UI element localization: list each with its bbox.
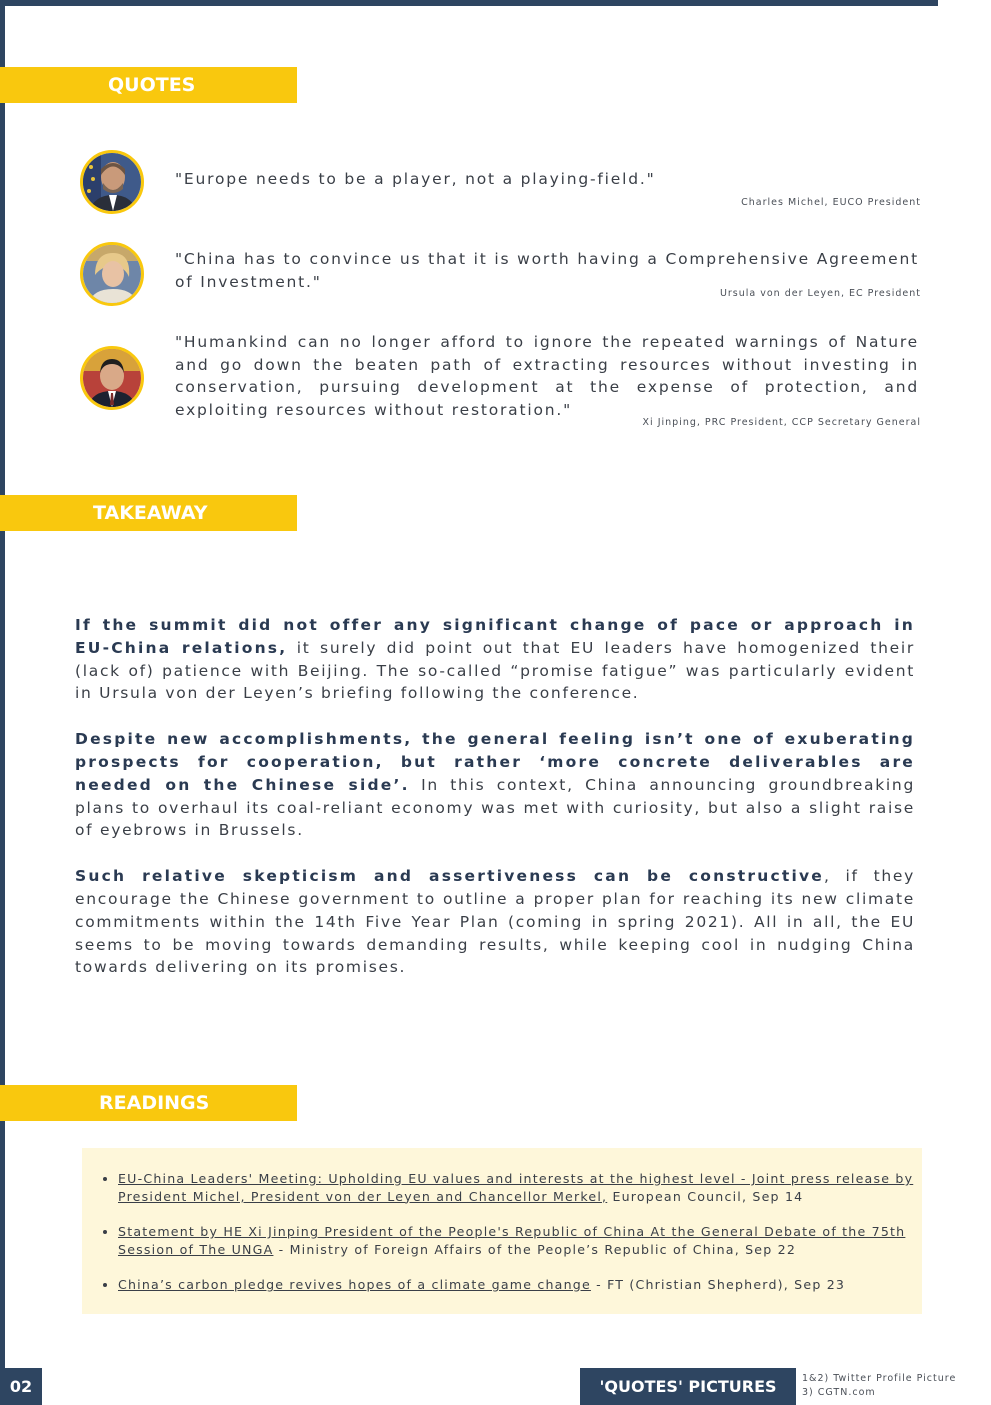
left-border — [0, 0, 5, 1405]
takeaway-lead: Despite new accomplishments, the general feeling isn’t one of exuberating prospects for cooperation, but rather ‘more concrete deliverables are needed on the Chinese side’. — [75, 730, 915, 794]
quote-attribution: Xi Jinping, PRC President, CCP Secretary General — [642, 417, 921, 428]
section-header-readings — [0, 1085, 297, 1121]
section-title: READINGS — [99, 1092, 210, 1114]
readings-box — [82, 1148, 922, 1314]
reading-source: - FT (Christian Shepherd), Sep 23 — [590, 1277, 846, 1292]
credit-line: 3) CGTN.com — [802, 1386, 876, 1398]
reading-link[interactable]: Statement by HE Xi Jinping President of the People's Republic of China At the General Debate of the 75th Session of The UNGA — [118, 1224, 906, 1257]
portrait-ursula-von-der-leyen-icon — [80, 242, 144, 306]
takeaway-text: In this context, China announcing groundbreaking plans to overhaul its coal-reliant economy was met with curiosity, but also a slight raise of eyebrows in Brussels. — [75, 775, 915, 840]
quote-attribution: Charles Michel, EUCO President — [741, 197, 921, 208]
picture-credits — [802, 1372, 988, 1399]
takeaway-lead: If the summit did not offer any significant change of pace or approach in EU-China relations, — [75, 616, 915, 657]
portrait-charles-michel-icon — [80, 150, 144, 214]
takeaway-text: , if they encourage the Chinese government to outline a proper plan for reaching its new climate commitments within the 14th Five Year Plan (coming in spring 2021). All in all, the EU seems to be moving towards demanding results, while keeping cool in nudging China towards delivering on its promises. — [75, 867, 915, 977]
reading-link[interactable]: EU-China Leaders' Meeting: Upholding EU values and interests at the highest level - Joint press release by President Michel, President von der Leyen and Chancellor Merkel, — [118, 1171, 914, 1204]
credit-line: 1&2) Twitter Profile Picture — [802, 1373, 957, 1384]
reading-item — [118, 1223, 916, 1258]
reading-link[interactable]: China’s carbon pledge revives hopes of a climate game change — [118, 1277, 591, 1292]
takeaway-paragraph — [75, 728, 915, 842]
quote-text: "Europe needs to be a player, not a playing-field." — [175, 170, 656, 188]
section-title: QUOTES — [108, 74, 196, 96]
quote-text: "Humankind can no longer afford to ignore the repeated warnings of Nature and go down the beaten path of extracting resources without investing in conservation, pursuing development at the expense of protection, and exploiting resources without restoration." — [175, 333, 919, 419]
takeaway-lead: Such relative skepticism and assertiveness can be constructive — [75, 867, 825, 886]
portrait-xi-jinping-icon — [80, 346, 144, 410]
reading-item — [118, 1170, 916, 1205]
readings-list — [82, 1148, 922, 1294]
quote-attribution: Ursula von der Leyen, EC President — [719, 288, 921, 299]
reading-item — [118, 1276, 916, 1294]
takeaway-paragraph — [75, 614, 915, 705]
reading-source: European Council, Sep 14 — [607, 1188, 804, 1204]
reading-source: - Ministry of Foreign Affairs of the People’s Republic of China, Sep 22 — [273, 1241, 797, 1257]
quote-text: "China has to convince us that it is worth having a Comprehensive Agreement of Investment." — [175, 250, 919, 291]
page-number: 02 — [0, 1368, 42, 1405]
pictures-label: 'QUOTES' PICTURES — [580, 1368, 796, 1405]
takeaway-body — [75, 614, 915, 1002]
takeaway-paragraph — [75, 865, 915, 979]
section-header-takeaway — [0, 495, 297, 531]
section-header-quotes — [0, 67, 297, 103]
section-title: TAKEAWAY — [93, 502, 208, 524]
top-border — [0, 0, 938, 6]
takeaway-text: it surely did point out that EU leaders have homogenized their (lack of) patience with Beijing. The so-called “promise fatigue” was particularly evident in Ursula von der Leyen’s briefing following the conference. — [75, 638, 915, 703]
